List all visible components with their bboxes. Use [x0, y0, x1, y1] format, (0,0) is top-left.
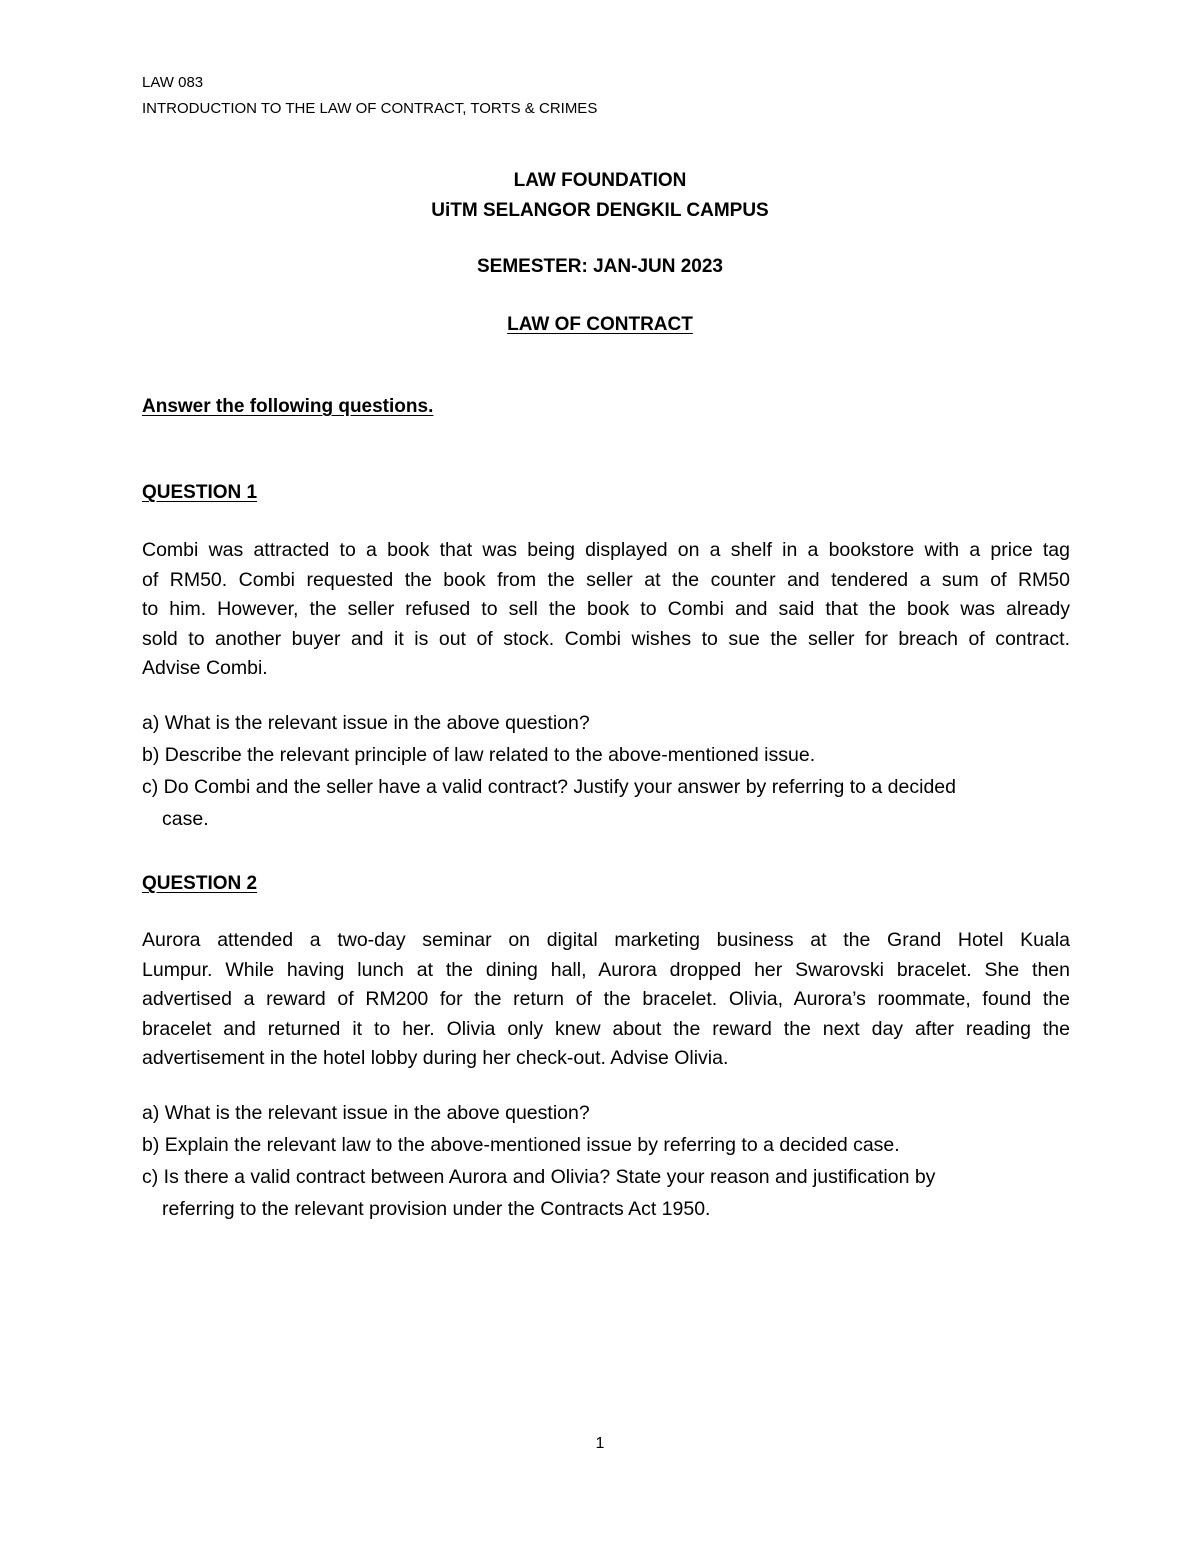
topic-line: [0, 310, 1200, 340]
scenario-line: advertised a reward of RM200 for the return of the bracelet. Olivia, Aurora’s roommate, found the: [142, 988, 1070, 1010]
scenario-line: Lumpur. While having lunch at the dining hall, Aurora dropped her Swarovski bracelet. She then: [142, 958, 1070, 981]
question-2-scenario: [142, 926, 1070, 1074]
part-b: b) Describe the relevant principle of law related to the above-mentioned issue.: [142, 744, 816, 766]
page-number: 1: [595, 1435, 605, 1452]
question-1-heading: QUESTION 1: [142, 482, 258, 503]
part-c: c) Is there a valid contract between Aurora and Olivia? State your reason and justification by: [142, 1166, 936, 1188]
question-1-parts: [142, 707, 1072, 835]
course-code: LAW 083: [142, 74, 204, 91]
campus-name: UiTM SELANGOR DENGKIL CAMPUS: [431, 200, 769, 221]
question-2-parts: [142, 1097, 1072, 1225]
scenario-line: Aurora attended a two-day seminar on digital marketing business at the Grand Hotel Kuala: [142, 929, 1070, 951]
course-title: INTRODUCTION TO THE LAW OF CONTRACT, TORTS & CRIMES: [142, 100, 598, 117]
scenario-line: advertisement in the hotel lobby during her check-out. Advise Olivia.: [142, 1047, 729, 1069]
part-b: b) Explain the relevant law to the above-mentioned issue by referring to a decided case.: [142, 1134, 900, 1156]
part-c-continued: referring to the relevant provision under the Contracts Act 1950.: [162, 1198, 711, 1220]
part-c-continued: case.: [162, 808, 209, 830]
part-a: a) What is the relevant issue in the above question?: [142, 712, 590, 734]
part-a: a) What is the relevant issue in the above question?: [142, 1102, 590, 1124]
scenario-line: to him. However, the seller refused to sell the book to Combi and said that the book was already: [142, 598, 1070, 620]
institution-title: [0, 166, 1200, 226]
scenario-line: Combi was attracted to a book that was being displayed on a shelf in a bookstore with a price tag: [142, 539, 1070, 561]
topic-title: LAW OF CONTRACT: [507, 314, 693, 335]
instruction-heading: Answer the following questions.: [142, 396, 434, 417]
scenario-line: bracelet and returned it to her. Olivia only knew about the reward the next day after reading the: [142, 1017, 1070, 1040]
scenario-line: of RM50. Combi requested the book from the seller at the counter and tendered a sum of RM50: [142, 568, 1070, 591]
scenario-line: sold to another buyer and it is out of stock. Combi wishes to sue the seller for breach of contract.: [142, 627, 1070, 650]
semester-label: SEMESTER: JAN-JUN 2023: [476, 256, 724, 277]
faculty-name: LAW FOUNDATION: [513, 170, 687, 191]
running-header: [142, 70, 597, 122]
semester-line: [0, 252, 1200, 282]
scenario-line: Advise Combi.: [142, 657, 268, 679]
question-2-heading: QUESTION 2: [142, 873, 258, 894]
part-c: c) Do Combi and the seller have a valid contract? Justify your answer by referring to a decided: [142, 776, 956, 798]
question-1-scenario: [142, 536, 1070, 684]
